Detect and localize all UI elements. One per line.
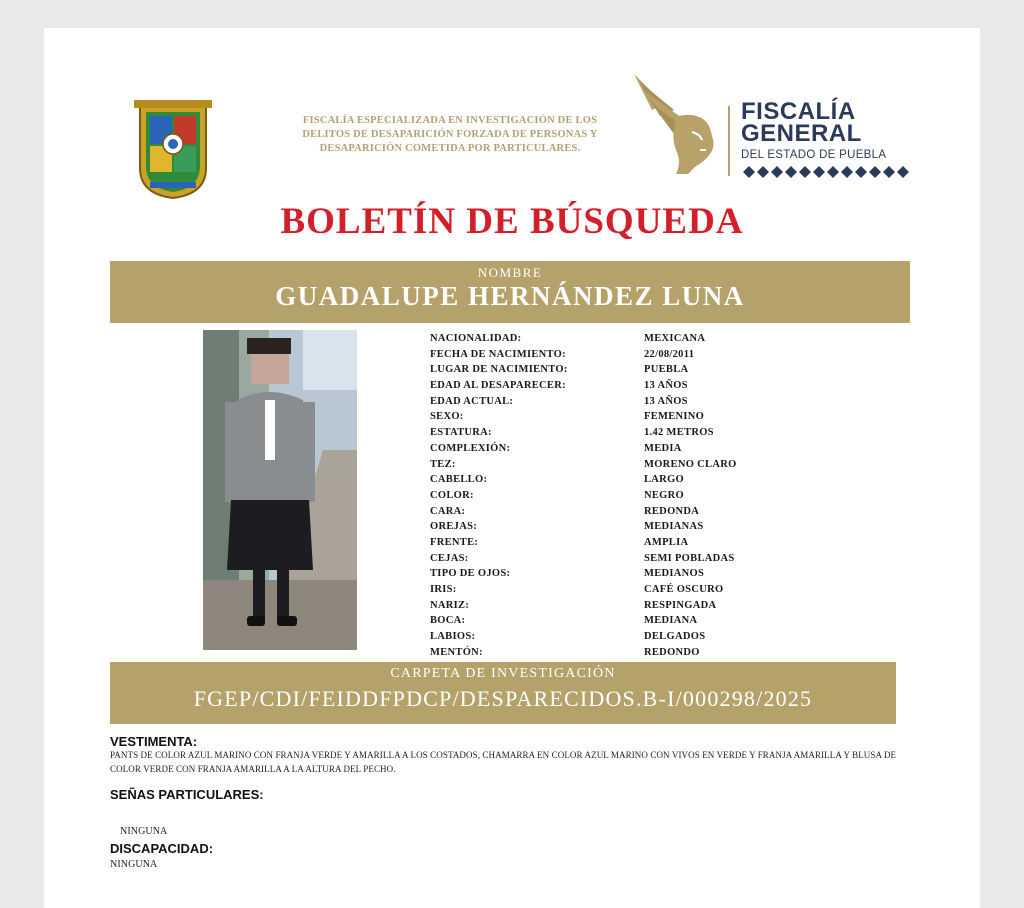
detail-key: BOCA:	[430, 615, 466, 627]
detail-key: COLOR:	[430, 489, 474, 501]
detail-key: CARA:	[430, 505, 466, 517]
detail-row	[430, 646, 790, 662]
detail-key: IRIS:	[430, 584, 457, 595]
detail-row	[430, 458, 790, 474]
clothing-text: PANTS DE COLOR AZUL MARINO CON FRANJA VERDE Y AMARILLA A LOS COSTADOS, CHAMARRA EN COLOR AZUL MARINO CON VIVOS EN VERDE Y FRANJA AMARILLA Y BLUSA DE COLOR VERDE CON FRANJA AMARILLA A LA ALTURA DEL PECHO.	[110, 750, 897, 774]
detail-key: EDAD ACTUAL:	[430, 395, 514, 407]
disability-title: DISCAPACIDAD:	[110, 841, 214, 856]
detail-row	[430, 442, 790, 458]
detail-value: SEMI POBLADAS	[644, 552, 735, 564]
detail-key: FRENTE:	[430, 536, 479, 548]
detail-row	[430, 395, 790, 411]
detail-key: MENTÓN:	[430, 646, 483, 658]
detail-value: REDONDO	[644, 646, 700, 658]
detail-key: LABIOS:	[430, 631, 476, 643]
detail-row	[430, 426, 790, 442]
detail-key: NACIONALIDAD:	[430, 333, 522, 344]
detail-value: PUEBLA	[644, 364, 689, 376]
detail-value: 22/08/2011	[644, 348, 695, 360]
detail-value: MEDIANOS	[644, 568, 705, 580]
detail-key: SEXO:	[430, 411, 464, 423]
detail-key: LUGAR DE NACIMIENTO:	[430, 364, 568, 376]
detail-value: MEDIANAS	[644, 521, 704, 533]
name-bar	[110, 261, 910, 323]
fge-decorative-pattern-icon	[741, 166, 917, 178]
detail-value: CAFÉ OSCURO	[644, 584, 724, 595]
detail-row	[430, 505, 790, 521]
detail-value: 13 AÑOS	[644, 395, 688, 407]
fge-subtitle: DEL ESTADO DE PUEBLA	[741, 149, 887, 161]
detail-value: DELGADOS	[644, 631, 706, 643]
clothing-title: VESTIMENTA:	[110, 734, 198, 749]
fge-divider	[728, 106, 730, 176]
detail-key: EDAD AL DESAPARECER:	[430, 380, 566, 392]
case-bar	[110, 662, 896, 724]
detail-key: TIPO DE OJOS:	[430, 568, 511, 580]
detail-row	[430, 473, 790, 489]
name-label: NOMBRE	[477, 265, 543, 280]
detail-key: ESTATURA:	[430, 427, 492, 439]
detail-value: MEXICANA	[644, 333, 706, 344]
detail-row	[430, 630, 790, 646]
detail-row	[430, 599, 790, 615]
detail-key: TEZ:	[430, 458, 456, 470]
detail-value: REDONDA	[644, 505, 700, 517]
detail-key: NARIZ:	[430, 599, 470, 611]
detail-row	[430, 552, 790, 568]
detail-key: COMPLEXIÓN:	[430, 442, 511, 454]
state-seal-icon	[134, 98, 212, 200]
fge-name-line1: FISCALÍA	[741, 98, 856, 125]
detail-value: LARGO	[644, 474, 685, 486]
person-photo	[203, 330, 357, 650]
fge-name	[741, 98, 862, 147]
detail-row	[430, 410, 790, 426]
detail-row	[430, 536, 790, 552]
fge-name-line2: GENERAL	[741, 120, 862, 147]
bulletin-page	[44, 28, 980, 908]
disability-text: NINGUNA	[110, 859, 158, 870]
marks-text: NINGUNA	[120, 826, 168, 837]
detail-value: MEDIA	[644, 442, 682, 454]
case-number: FGEP/CDI/FEIDDFPDCP/DESPARECIDOS.B-I/000298/2025	[193, 686, 813, 711]
detail-value: RESPINGADA	[644, 599, 717, 611]
detail-value: FEMENINO	[644, 411, 705, 423]
detail-value: MEDIANA	[644, 615, 698, 627]
detail-value: 1.42 METROS	[644, 427, 714, 439]
case-label: CARPETA DE INVESTIGACIÓN	[390, 666, 616, 681]
detail-key: FECHA DE NACIMIENTO:	[430, 348, 566, 360]
detail-row	[430, 379, 790, 395]
detail-row	[430, 363, 790, 379]
detail-row	[430, 348, 790, 364]
detail-value: NEGRO	[644, 489, 685, 501]
detail-row	[430, 567, 790, 583]
bulletin-title: BOLETÍN DE BÚSQUEDA	[280, 201, 744, 242]
detail-key: CABELLO:	[430, 474, 488, 486]
detail-row	[430, 614, 790, 630]
detail-key: CEJAS:	[430, 552, 469, 564]
detail-value: MORENO CLARO	[644, 458, 737, 470]
detail-row	[430, 520, 790, 536]
details-list	[430, 332, 790, 661]
agency-name: FISCALÍA ESPECIALIZADA EN INVESTIGACIÓN DE LOS DELITOS DE DESAPARICIÓN FORZADA DE PERSONAS Y DESAPARICIÓN COMETIDA POR PARTICULARES.	[302, 115, 598, 154]
detail-row	[430, 332, 790, 348]
detail-row	[430, 583, 790, 599]
person-name: GUADALUPE HERNÁNDEZ LUNA	[275, 281, 745, 311]
fge-head-logo-icon	[630, 70, 724, 178]
detail-value: 13 AÑOS	[644, 380, 688, 392]
detail-value: AMPLIA	[644, 536, 689, 548]
marks-title: SEÑAS PARTICULARES:	[110, 787, 264, 802]
detail-row	[430, 489, 790, 505]
detail-key: OREJAS:	[430, 521, 478, 533]
